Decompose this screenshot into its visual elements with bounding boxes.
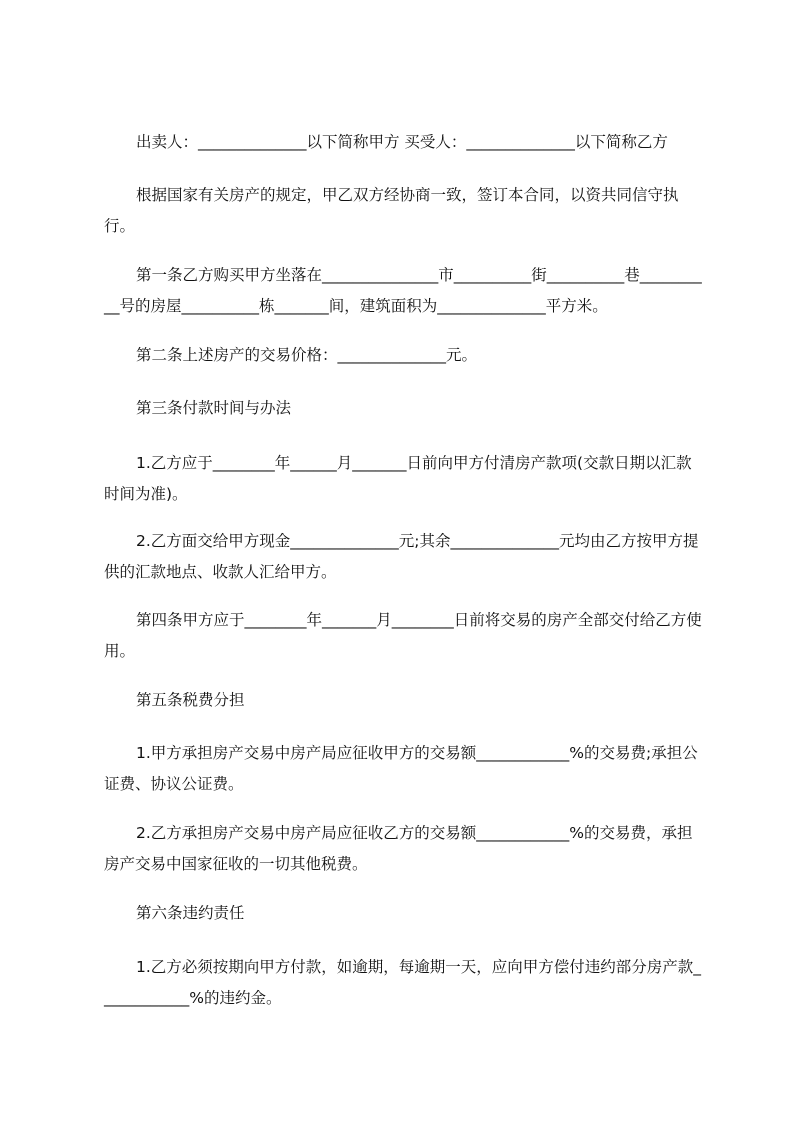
- article-2-paragraph: 第二条上述房产的交易价格：______________元。: [136, 346, 478, 364]
- article-6-heading: 第六条违约责任: [136, 904, 245, 922]
- article-3-clause-1: 1.乙方应于________年______月_______日前向甲方付清房产款项(交款日期以汇款时间为准)。: [104, 454, 692, 503]
- preamble-paragraph: 根据国家有关房产的规定，甲乙双方经协商一致，签订本合同，以资共同信守执行。: [104, 186, 679, 235]
- article-1-paragraph: 第一条乙方购买甲方坐落在_______________市__________街__________巷__________号的房屋__________栋_______间，建筑面积为______________平方米。: [104, 266, 702, 315]
- article-5-clause-2: 2.乙方承担房产交易中房产局应征收乙方的交易额____________%的交易费，承担房产交易中国家征收的一切其他税费。: [104, 824, 693, 873]
- article-5-heading: 第五条税费分担: [136, 691, 245, 709]
- article-4-paragraph: 第四条甲方应于________年_______月________日前将交易的房产全部交付给乙方使用。: [104, 611, 702, 660]
- parties-line: 出卖人：______________以下简称甲方 买受人：______________以下简称乙方: [136, 133, 668, 151]
- article-5-clause-1: 1.甲方承担房产交易中房产局应征收甲方的交易额____________%的交易费;承担公证费、协议公证费。: [104, 744, 698, 793]
- article-6-clause-1: 1.乙方必须按期向甲方付款，如逾期，每逾期一天，应向甲方偿付违约部分房产款____________%的违约金。: [104, 958, 702, 1007]
- article-3-clause-2: 2.乙方面交给甲方现金______________元;其余______________元均由乙方按甲方提供的汇款地点、收款人汇给甲方。: [104, 532, 699, 581]
- article-3-heading: 第三条付款时间与办法: [136, 399, 292, 417]
